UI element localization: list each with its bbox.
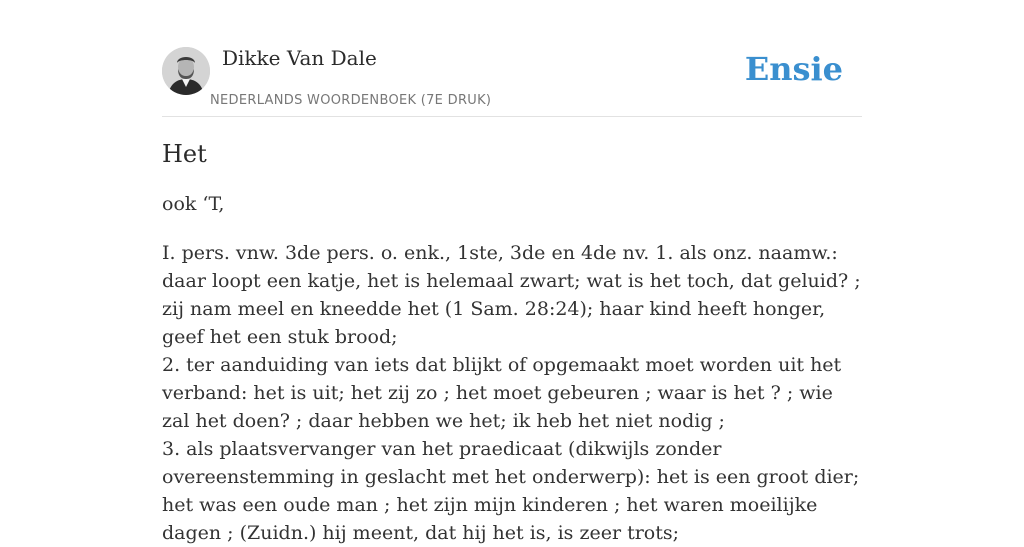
header <box>162 0 862 117</box>
definition-section: 2. ter aanduiding van iets dat blijkt of opgemaakt moet worden uit het verband: het is uit; het zij zo ; het moet gebeuren ; waar is het ? ; wie zal het doen? ; daar hebben we het; ik heb het niet nodig ; <box>162 354 842 432</box>
entry-title: Het <box>162 140 207 168</box>
entry-body <box>162 239 862 547</box>
definition-section: 3. als plaatsvervanger van het praedicaat (dikwijls zonder overeenstemming in geslacht met het onderwerp): het is een groot dier; het was een oude man ; het zijn mijn kinderen ; het waren moeilijke dagen ; (Zuidn.) hij meent, dat hij het is, is zeer trots; <box>162 438 860 544</box>
avatar[interactable] <box>162 47 210 95</box>
ensie-logo[interactable]: Ensie <box>744 50 843 88</box>
author-name[interactable]: Dikke Van Dale <box>222 46 377 70</box>
page-container <box>162 0 862 544</box>
definition-section: I. pers. vnw. 3de pers. o. enk., 1ste, 3de en 4de nv. 1. als onz. naamw.: daar loopt een katje, het is helemaal zwart; wat is het toch, dat geluid? ; zij nam meel en kneedde het (1 Sam. 28:24); haar kind heeft honger, geef het een stuk brood; <box>162 242 861 348</box>
portrait-image <box>162 47 210 95</box>
dictionary-source[interactable]: NEDERLANDS WOORDENBOEK (7E DRUK) <box>210 93 492 108</box>
entry-variant: ook ‘T, <box>162 193 225 215</box>
